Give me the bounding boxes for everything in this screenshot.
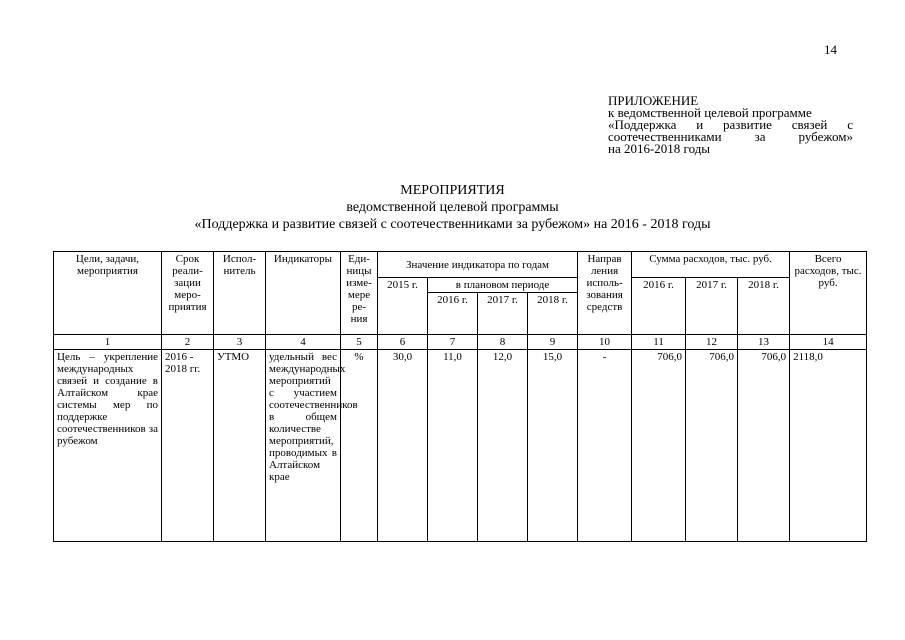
column-number: 2 <box>162 335 214 350</box>
cell-value-2017: 12,0 <box>478 350 528 542</box>
appendix-line-2: «Поддержка и развитие связей с <box>608 117 853 132</box>
header-exp-2017: 2017 г. <box>686 278 738 335</box>
cell-term: 2016 - 2018 гг. <box>162 350 214 542</box>
appendix-line-3: соотечественниками за рубежом» <box>608 129 853 144</box>
document-title: МЕРОПРИЯТИЯ <box>400 183 505 198</box>
column-number: 10 <box>578 335 632 350</box>
header-indicators: Индикаторы <box>266 252 341 335</box>
column-number: 12 <box>686 335 738 350</box>
header-indicator-values: Значение индикатора по годам <box>378 252 578 278</box>
header-exp-2016: 2016 г. <box>632 278 686 335</box>
column-number-row <box>54 335 867 350</box>
header-year-2015: 2015 г. <box>378 278 428 335</box>
page-number: 14 <box>824 42 837 57</box>
cell-value-2015: 30,0 <box>378 350 428 542</box>
header-exp-2018: 2018 г. <box>738 278 790 335</box>
column-number: 11 <box>632 335 686 350</box>
column-number: 9 <box>528 335 578 350</box>
header-term: Срок реали-зации меро-приятия <box>162 252 214 335</box>
cell-expense-2017: 706,0 <box>686 350 738 542</box>
cell-value-2018: 15,0 <box>528 350 578 542</box>
cell-value-2016: 11,0 <box>428 350 478 542</box>
header-year-2018: 2018 г. <box>528 293 578 335</box>
program-name: «Поддержка и развитие связей с соотечественниками за рубежом» на 2016 - 2018 годы <box>194 217 711 232</box>
cell-total: 2118,0 <box>790 350 867 542</box>
column-number: 6 <box>378 335 428 350</box>
cell-expense-2016: 706,0 <box>632 350 686 542</box>
header-expenses: Сумма расходов, тыс. руб. <box>632 252 790 278</box>
header-executor: Испол-нитель <box>214 252 266 335</box>
column-number: 8 <box>478 335 528 350</box>
cell-direction: - <box>578 350 632 542</box>
cell-goal: Цель – укрепление международных связей и создание в Алтайском крае системы мер по поддержке соотечественников за рубежом <box>54 350 162 542</box>
header-year-2016: 2016 г. <box>428 293 478 335</box>
appendix-block <box>608 95 853 155</box>
column-number: 7 <box>428 335 478 350</box>
appendix-line-1: к ведомственной целевой программе <box>608 105 812 120</box>
column-number: 3 <box>214 335 266 350</box>
column-number: 5 <box>341 335 378 350</box>
header-row-1 <box>54 252 867 278</box>
document-subtitle: ведомственной целевой программы <box>346 200 559 215</box>
header-planned-period: в плановом периоде <box>428 278 578 293</box>
header-units: Еди-ницы изме-мере ре-ния <box>341 252 378 335</box>
column-number: 1 <box>54 335 162 350</box>
header-year-2017: 2017 г. <box>478 293 528 335</box>
table-row <box>54 350 867 542</box>
column-number: 4 <box>266 335 341 350</box>
cell-indicator: удельный вес международных мероприятий с участием соотечественников в общем количестве мероприятий, проводимых в Алтайском крае <box>266 350 341 542</box>
header-goals: Цели, задачи, мероприятия <box>54 252 162 335</box>
measures-table <box>53 251 867 542</box>
column-number: 13 <box>738 335 790 350</box>
header-total: Всего расходов, тыс. руб. <box>790 252 867 335</box>
header-direction: Направ ления исполь-зования средств <box>578 252 632 335</box>
cell-executor: УТМО <box>214 350 266 542</box>
cell-expense-2018: 706,0 <box>738 350 790 542</box>
appendix-line-4: на 2016-2018 годы <box>608 141 711 156</box>
appendix-heading: ПРИЛОЖЕНИЕ <box>608 93 699 108</box>
cell-unit: % <box>341 350 378 542</box>
column-number: 14 <box>790 335 867 350</box>
